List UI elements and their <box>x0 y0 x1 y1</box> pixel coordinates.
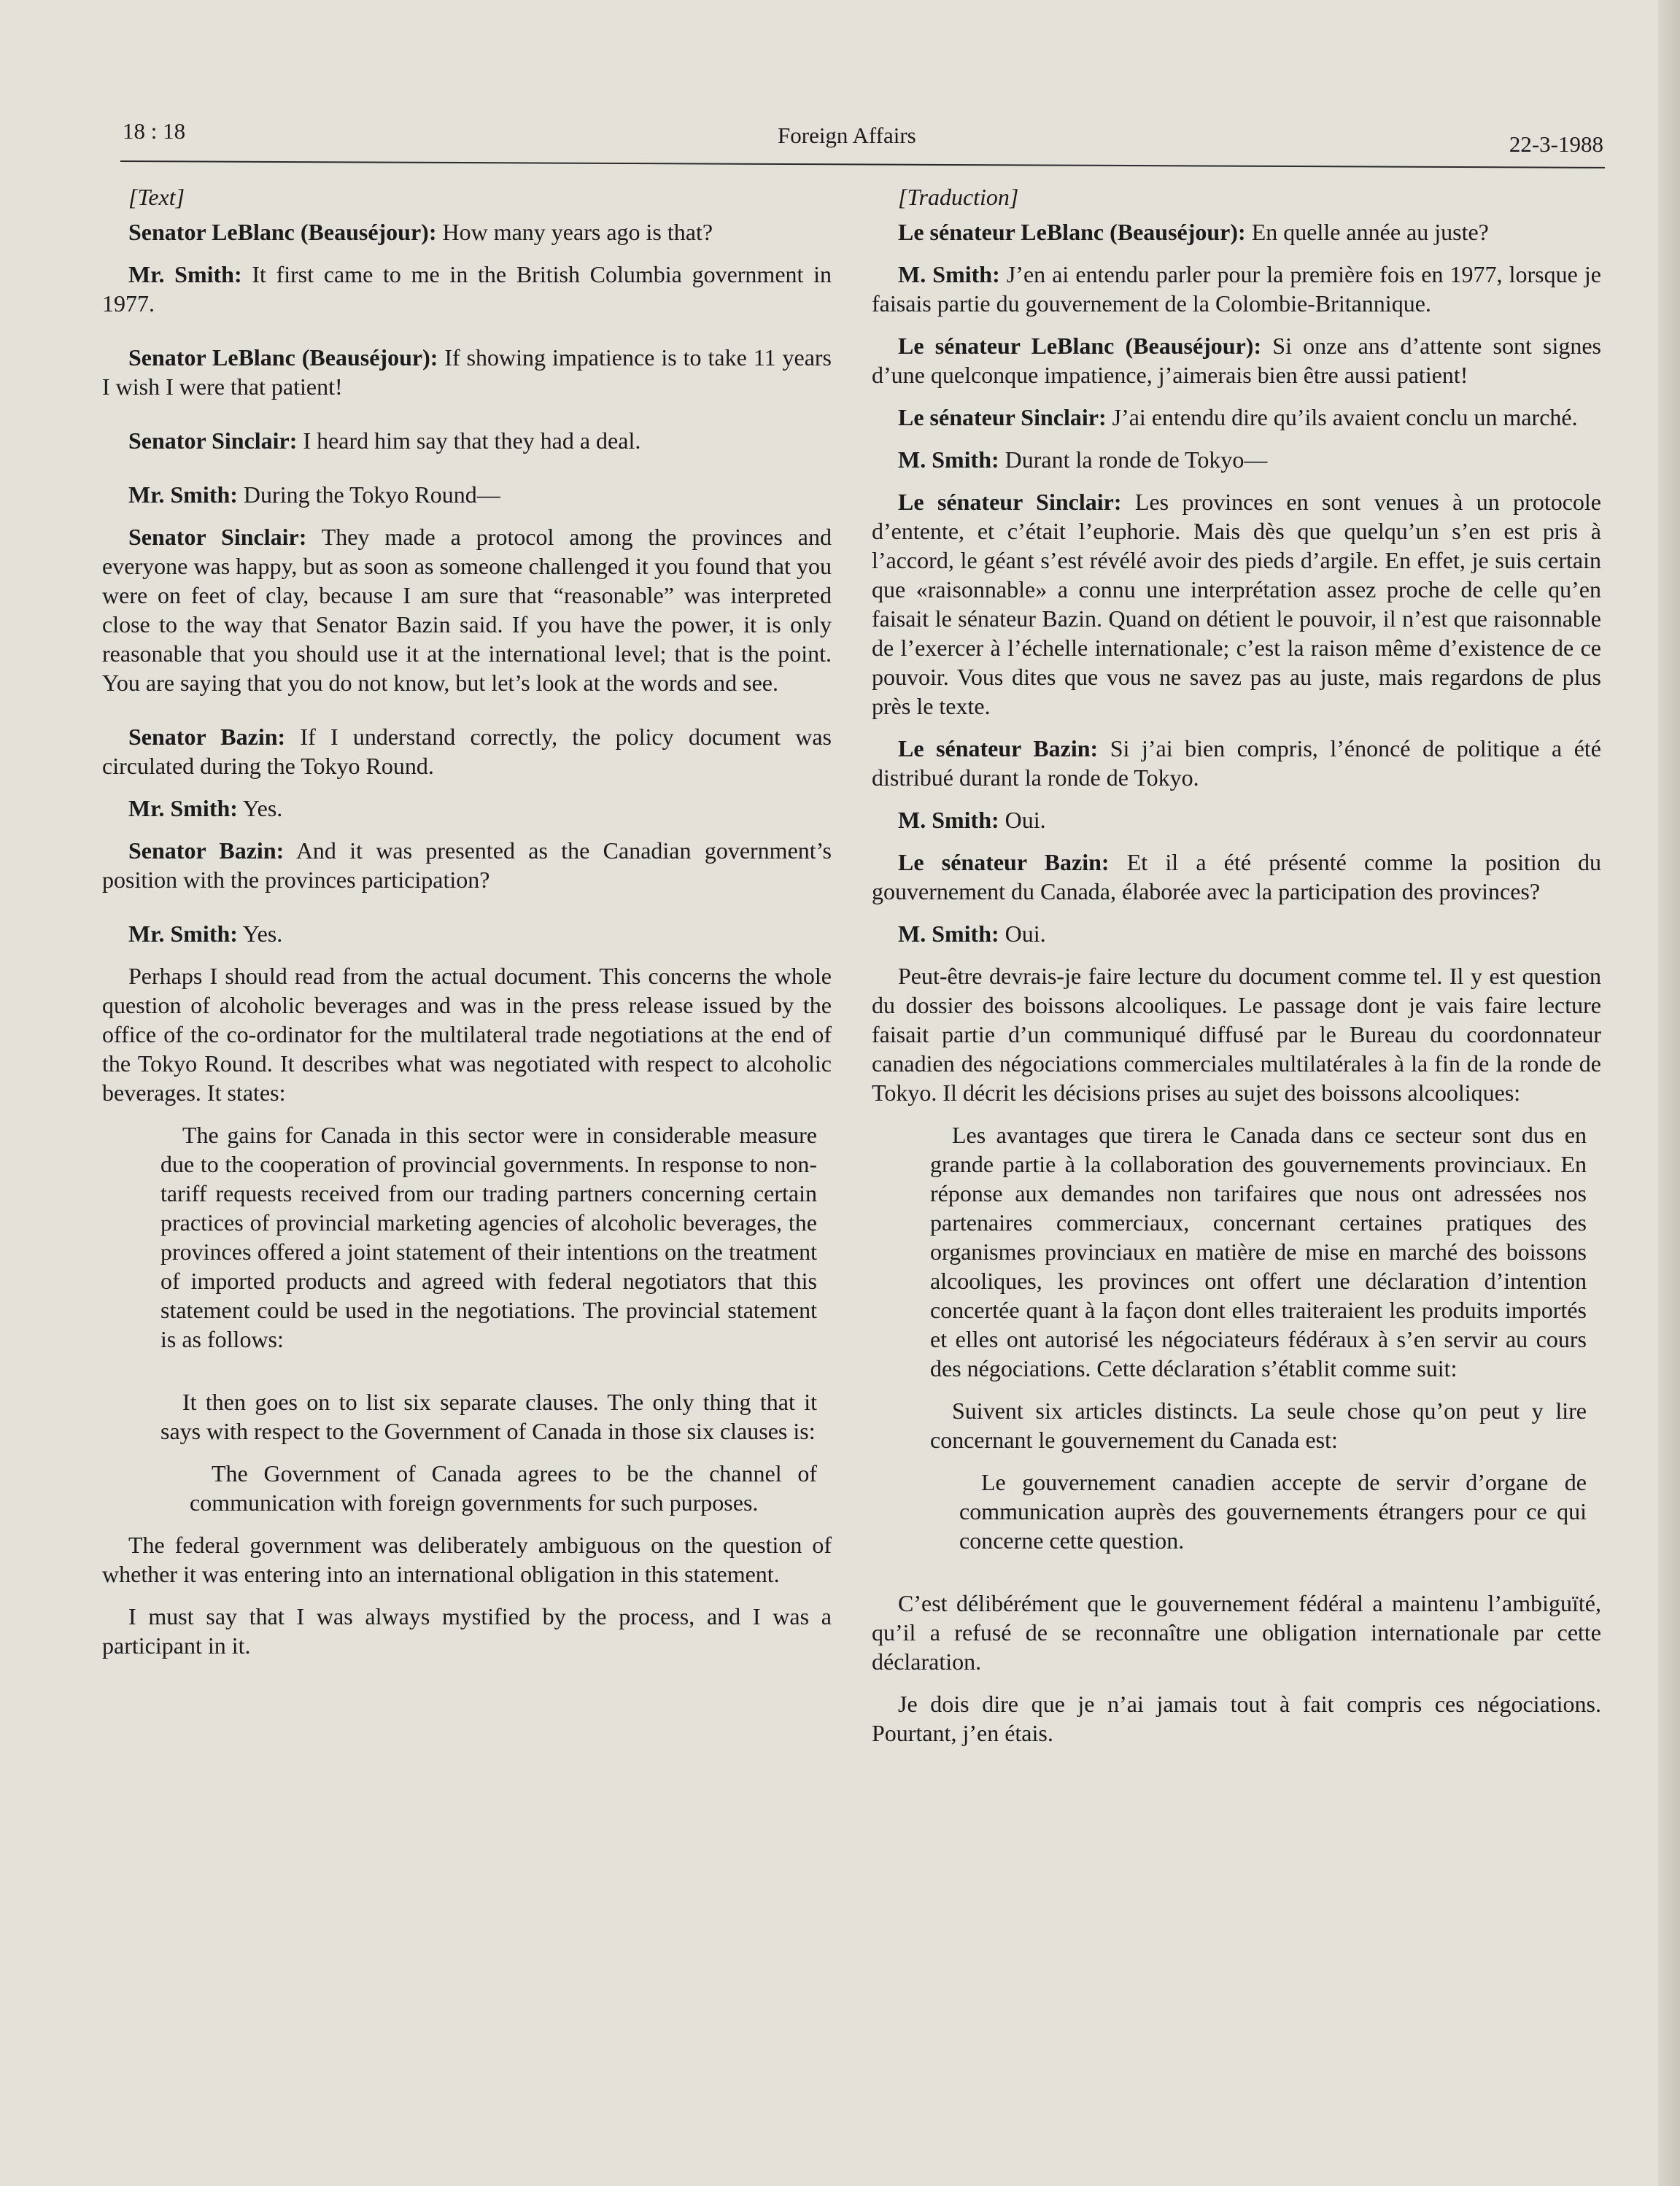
paragraph <box>872 260 1601 318</box>
speech-text: J’en ai entendu parler pour la première fois en 1977, lorsque je faisais partie du gouvernement de la Colombie-Britannique. <box>872 261 1602 317</box>
paragraph <box>872 919 1601 948</box>
speech-text: During the Tokyo Round— <box>237 481 500 508</box>
speaker-name: Senator LeBlanc (Beauséjour): <box>128 344 438 371</box>
paragraph <box>872 217 1601 247</box>
paragraph <box>102 794 832 823</box>
speaker-name: M. Smith: <box>898 261 1000 287</box>
speaker-name: Le sénateur Sinclair: <box>898 489 1122 515</box>
paragraph <box>102 919 832 948</box>
paragraph <box>872 848 1601 906</box>
paragraph: Perhaps I should read from the actual document. This concerns the whole question of alcoholic beverages and was in the press release issued by the office of the co-ordinator for the multilateral trade negotiations at the end of the Tokyo Round. It describes what was negotiated with respect to alcoholic beverages. It states: <box>102 963 832 1106</box>
speech-text: And it was presented as the Canadian government’s position with the provinces participation? <box>102 837 832 893</box>
speech-text: Et il a été présenté comme la position du gouvernement du Canada, élaborée avec la participation des provinces? <box>872 849 1602 904</box>
paragraph: Je dois dire que je n’ai jamais tout à fait compris ces négociations. Pourtant, j’en étais. <box>872 1691 1601 1746</box>
speaker-name: Senator Bazin: <box>128 837 284 864</box>
speech-text: Yes. <box>237 920 283 947</box>
speech-text: Yes. <box>237 795 283 821</box>
paragraph: Peut-être devrais-je faire lecture du document comme tel. Il y est question du dossier des boissons alcooliques. Le passage dont je vais faire lecture faisait partie d’un communiqué diffusé par le Bureau du coordonnateur canadien des négociations commerciales multilatérales à la fin de la ronde de Tokyo. Il décrit les décisions prises au sujet des boissons alcooliques: <box>872 963 1601 1106</box>
speaker-name: Le sénateur LeBlanc (Beauséjour): <box>898 219 1246 245</box>
page-number: 18 : 18 <box>123 118 186 144</box>
speech-text: I heard him say that they had a deal. <box>297 427 641 454</box>
speech-text: If I understand correctly, the policy document was circulated during the Tokyo Round. <box>102 724 832 779</box>
speaker-name: Mr. Smith: <box>128 261 242 287</box>
speaker-name: M. Smith: <box>898 446 999 473</box>
speech-text: Les provinces en sont venues à un protocole d’entente, et c’était l’euphorie. Mais dès que quelqu’un s’en est pris à l’accord, le géant s’est révélé avoir des pieds d’argile. En effet, je suis certain que «raisonnable» a connu une interprétation assez proche de celle qu’en faisait le sénateur Bazin. Quand on détient le pouvoir, il n’est que raisonnable de l’exercer à l’échelle internationale; c’est la raison même d’existence de ce pouvoir. Vous dites que vous ne savez pas au juste, mais regardons de plus près le texte. <box>872 489 1602 719</box>
speaker-name: Mr. Smith: <box>128 795 238 821</box>
speaker-name: Le sénateur Sinclair: <box>898 404 1107 430</box>
paragraph <box>102 260 832 318</box>
speech-text: Oui. <box>999 920 1046 947</box>
block-quote: Le gouvernement canadien accepte de servir d’organe de communication auprès des gouvernements étrangers pour ce qui concerne cette question. <box>959 1469 1587 1554</box>
paragraph: C’est délibérément que le gouvernement fédéral a maintenu l’ambiguïté, qu’il a refusé de se reconnaître une obligation internationale par cette déclaration. <box>872 1590 1601 1675</box>
paragraph: I must say that I was always mystified by the process, and I was a participant in it. <box>102 1603 832 1659</box>
block-quote: Les avantages que tirera le Canada dans ce secteur sont dus en grande partie à la collaboration des gouvernements provinciaux. En réponse aux demandes non tarifaires que nous ont adressées nos partenaires commerciaux, concernant certaines pratiques des organismes provinciaux en matière de mise en marché des boissons alcooliques, les provinces ont offert une déclaration d’intention concertée quant à la façon dont elles traiteraient les produits importés et elles ont autorisé les négociateurs fédéraux à s’en servir au cours des négociations. Cette déclaration s’établit comme suit: <box>930 1122 1587 1381</box>
speech-text: En quelle année au juste? <box>1245 219 1489 245</box>
paragraph <box>102 217 832 247</box>
paragraph <box>102 426 832 455</box>
paragraph <box>872 331 1601 389</box>
speaker-name: M. Smith: <box>898 920 999 947</box>
block-quote: It then goes on to list six separate clauses. The only thing that it says with respect to the Government of Canada in those six clauses is: <box>160 1389 817 1444</box>
speech-text: Oui. <box>999 807 1046 833</box>
page-title: Foreign Affairs <box>778 123 916 148</box>
speaker-name: Senator Bazin: <box>128 724 286 750</box>
speech-text: If showing impatience is to take 11 years I wish I were that patient! <box>102 344 832 400</box>
speaker-name: Mr. Smith: <box>128 920 238 947</box>
block-quote: Suivent six articles distincts. La seule chose qu’on peut y lire concernant le gouvernement du Canada est: <box>930 1398 1587 1453</box>
speaker-name: Le sénateur Bazin: <box>898 849 1110 875</box>
translation-label: [Traduction] <box>898 184 1019 210</box>
english-column <box>102 182 832 1673</box>
page-edge <box>1658 0 1680 2186</box>
block-quote: The Government of Canada agrees to be the channel of communication with foreign governments for such purposes. <box>190 1460 817 1516</box>
paragraph <box>872 734 1601 792</box>
paragraph <box>872 403 1601 432</box>
speech-text: They made a protocol among the provinces and everyone was happy, but as soon as someone challenged it you found that you were on feet of clay, because I am sure that “reasonable” was interpreted close to the way that Senator Bazin said. If you have the power, it is only reasonable that you should use it at the international level; that is the point. You are saying that you do not know, but let’s look at the words and see. <box>102 524 832 696</box>
speaker-name: Senator Sinclair: <box>128 427 298 454</box>
block-quote: The gains for Canada in this sector were in considerable measure due to the cooperation of provincial governments. In response to non-tariff requests received from our trading partners concerning certain practices of provincial marketing agencies of alcoholic beverages, the provinces offered a joint statement of their intentions on the treatment of imported products and agreed with federal negotiators that this statement could be used in the negotiations. The provincial statement is as follows: <box>160 1122 817 1352</box>
speech-text: Si onze ans d’attente sont signes d’une quelconque impatience, j’aimerais bien être aussi patient! <box>872 333 1602 388</box>
paragraph <box>102 722 832 780</box>
speaker-name: M. Smith: <box>898 807 999 833</box>
paragraph <box>872 445 1601 474</box>
speaker-name: Mr. Smith: <box>128 481 238 508</box>
speech-text: Si j’ai bien compris, l’énoncé de politique a été distribué durant la ronde de Tokyo. <box>872 735 1602 791</box>
paragraph <box>872 487 1601 721</box>
page-date: 22-3-1988 <box>1509 131 1603 157</box>
french-column <box>872 182 1601 1761</box>
paragraph <box>102 343 832 401</box>
speaker-name: Senator LeBlanc (Beauséjour): <box>128 219 437 245</box>
paragraph <box>872 805 1601 834</box>
paragraph <box>102 480 832 509</box>
speaker-name: Le sénateur Bazin: <box>898 735 1099 761</box>
paragraph <box>102 522 832 697</box>
speaker-name: Le sénateur LeBlanc (Beauséjour): <box>898 333 1262 359</box>
text-label: [Text] <box>128 184 185 210</box>
speech-text: How many years ago is that? <box>436 219 713 245</box>
paragraph: The federal government was deliberately ambiguous on the question of whether it was entering into an international obligation in this statement. <box>102 1532 832 1587</box>
speech-text: It first came to me in the British Columbia government in 1977. <box>102 261 832 317</box>
speech-text: J’ai entendu dire qu’ils avaient conclu un marché. <box>1106 404 1578 430</box>
speech-text: Durant la ronde de Tokyo— <box>999 446 1268 473</box>
speaker-name: Senator Sinclair: <box>128 524 307 550</box>
paragraph <box>102 836 832 894</box>
header-rule <box>120 160 1605 168</box>
